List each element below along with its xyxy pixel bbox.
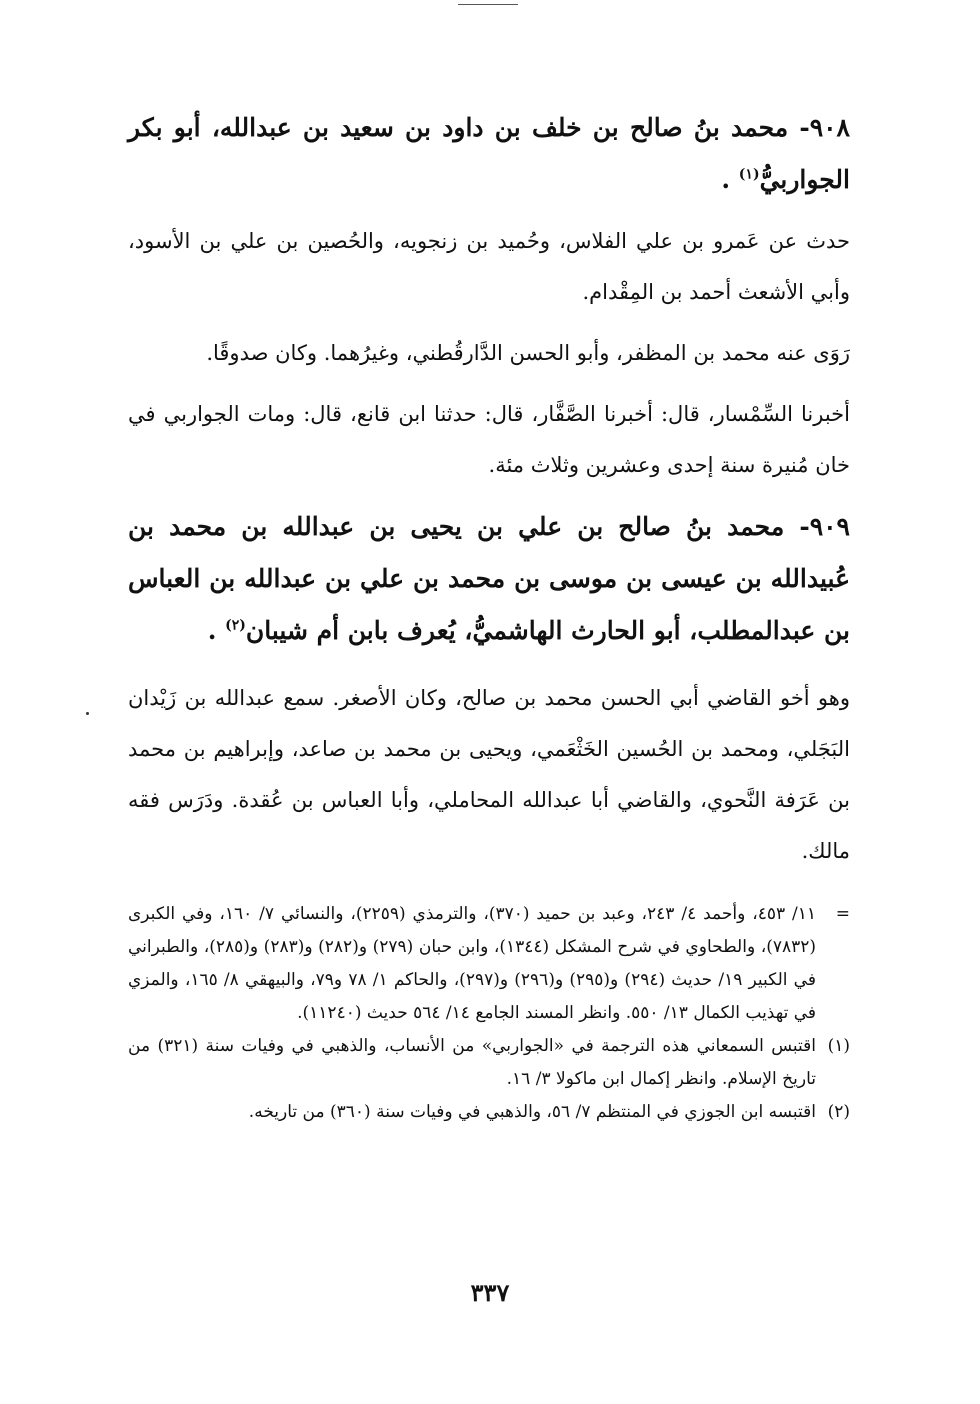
top-scan-mark: [458, 4, 518, 7]
main-text: [128, 102, 850, 877]
footnote-text: اقتبس السمعاني هذه الترجمة في «الجواربي» من الأنساب، والذهبي في وفيات سنة (٣٢١) من تاريخ الإسلام. وانظر إكمال ابن ماكولا ٣/ ١٦.: [128, 1036, 816, 1089]
footnote-marker: (١): [827, 1036, 850, 1056]
entry-heading-908: [128, 102, 850, 206]
footnote-marker: =: [835, 904, 850, 924]
page-number: ٣٣٧: [470, 1278, 510, 1307]
entry-909-title: ٩٠٩- محمد بنُ صالح بن علي بن يحيى بن عبدالله بن محمد بن عُبيدالله بن عيسى بن موسى بن محمد بن علي بن عبدالله بن العباس بن عبدالمطلب، أبو الحارث الهاشميُّ، يُعرف بابن أم شيبان: [128, 512, 850, 645]
footnote-continuation: [128, 898, 850, 1030]
entry-909-biography: وهو أخو القاضي أبي الحسن محمد بن صالح، وكان الأصغر. سمع عبدالله بن زَيْدان البَجَلي، ومحمد بن الحُسين الخَثْعَمي، ويحيى بن محمد بن صاعد، وإبراهيم بن محمد بن عَرَفة النَّحوي، والقاضي أبا عبدالله المحاملي، وأبا العباس بن عُقدة. ودَرَس فقه مالك.: [128, 686, 850, 863]
footnote-ref-1: (١): [738, 166, 760, 183]
footnote-2: [128, 1096, 850, 1129]
footnote-1: [128, 1030, 850, 1096]
entry-908-teachers: حدث عن عَمرو بن علي الفلاس، وحُميد بن زنجويه، والحُصين بن علي بن الأسود، وأبي الأشعث أحمد بن المِقْدام.: [128, 229, 850, 304]
footnotes: [128, 898, 850, 1129]
entry-908-death: أخبرنا السِّمْسار، قال: أخبرنا الصَّفَّار، قال: حدثنا ابن قانع، قال: ومات الجواربي في خان مُنيرة سنة إحدى وعشرين وثلاث مئة.: [128, 402, 850, 477]
footnote-ref-2: (٢): [225, 617, 246, 634]
entry-heading-909: [128, 501, 850, 657]
scan-speck: [86, 712, 89, 715]
entry-908-students: رَوَى عنه محمد بن المظفر، وأبو الحسن الدَّارقُطني، وغيرُهما. وكان صدوقًا.: [206, 341, 850, 365]
footnote-marker: (٢): [827, 1102, 850, 1122]
footnote-text: اقتبسه ابن الجوزي في المنتظم ٧/ ٥٦، والذهبي في وفيات سنة (٣٦٠) من تاريخه.: [248, 1102, 816, 1122]
entry-909-title-end: .: [207, 616, 226, 645]
entry-908-title-end: .: [721, 165, 739, 194]
entry-908-title: ٩٠٨- محمد بنُ صالح بن خلف بن داود بن سعيد بن عبدالله، أبو بكر الجواربيُّ: [128, 113, 850, 194]
footnote-text: ١١/ ٤٥٣، وأحمد ٤/ ٢٤٣، وعبد بن حميد (٣٧٠)، والترمذي (٢٢٥٩)، والنسائي ٧/ ١٦٠، وفي الكبرى (٧٨٣٢)، والطحاوي في شرح المشكل (١٣٤٤)، وابن حبان (٢٧٩) و(٢٨٢) و(٢٨٣) و(٢٨٥)، والطبراني في الكبير ١٩/ حديث (٢٩٤) و(٢٩٥) و(٢٩٦) و(٢٩٧)، والحاكم ١/ ٧٨ و٧٩، والبيهقي ٨/ ١٦٥، والمزي في تهذيب الكمال ١٣/ ٥٥٠. وانظر المسند الجامع ١٤/ ٥٦٤ حديث (١١٢٤٠).: [128, 904, 817, 1023]
